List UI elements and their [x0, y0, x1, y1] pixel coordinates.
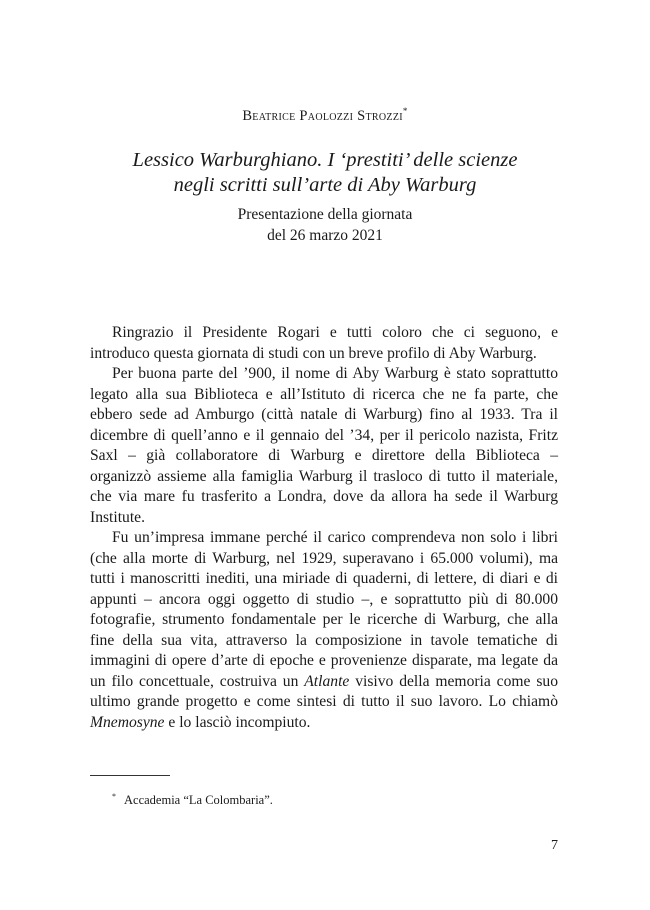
subtitle-line-1: Presentazione della giornata: [237, 206, 413, 223]
page-number: 7: [551, 838, 558, 853]
article-title: [0, 148, 650, 198]
title-line-2: negli scritti sull’arte di Aby Warburg: [173, 174, 477, 196]
paragraph-3: [90, 528, 558, 733]
author-footnote-mark: *: [402, 106, 408, 116]
atlante-italic: Atlante: [304, 672, 350, 690]
footnote: [112, 792, 273, 808]
body-text: [90, 323, 558, 733]
paragraph-2: Per buona parte del ’900, il nome di Aby Warburg è stato soprattutto legato alla sua Biblioteca e all’Istituto di ricerca che ne fa parte, che ebbero sede ad Amburgo (città natale di Warburg) fino al 1933. Tra il dicembre di quell’anno e il gennaio del ’34, per il pericolo nazista, Fritz Saxl – già collaboratore di Warburg e direttore della Biblioteca – organizzò assieme alla famiglia Warburg il trasloco di tutto il materiale, che via mare fu trasferito a Londra, dove da allora ha sede il Warburg Institute.: [90, 365, 558, 526]
mnemosyne-italic: Mnemosyne: [90, 713, 165, 731]
footnote-text: Accademia “La Colombaria”.: [124, 793, 273, 807]
footnote-divider: [90, 775, 170, 776]
footnote-mark: *: [112, 792, 116, 801]
title-line-1: Lessico Warburghiano. I ‘prestiti’ delle scienze: [132, 149, 518, 171]
paragraph-3-part-c: e lo lasciò incompiuto.: [164, 713, 311, 731]
article-subtitle: [0, 204, 650, 246]
paragraph-3-part-b: visivo della memoria come suo ultimo grande progetto e come sintesi di tutto il suo lavoro. Lo chiamò: [90, 672, 558, 710]
paragraph-3-part-a: Fu un’impresa immane perché il carico comprendeva non solo i libri (che alla morte di Warburg, nel 1929, superavano i 65.000 volumi), ma tutti i manoscritti inediti, una miriade di quaderni, di lettere, di diari e di appunti – ancora oggi oggetto di studio –, e soprattutto più di 80.000 fotografie, strumento fondamentale per le ricerche di Warburg, che alla fine della sua vita, attraverso la composizione in tavole tematiche di immagini di opere d’arte di epoche e provenienze disparate, ma legate da un filo concettuale, costruiva un: [90, 529, 558, 690]
subtitle-line-2: del 26 marzo 2021: [267, 227, 383, 244]
author-name: [0, 106, 650, 125]
author-text: Beatrice Paolozzi Strozzi: [242, 108, 403, 124]
paragraph-1: Ringrazio il Presidente Rogari e tutti coloro che ci seguono, e introduco questa giornata di studi con un breve profilo di Aby Warburg.: [90, 324, 558, 362]
